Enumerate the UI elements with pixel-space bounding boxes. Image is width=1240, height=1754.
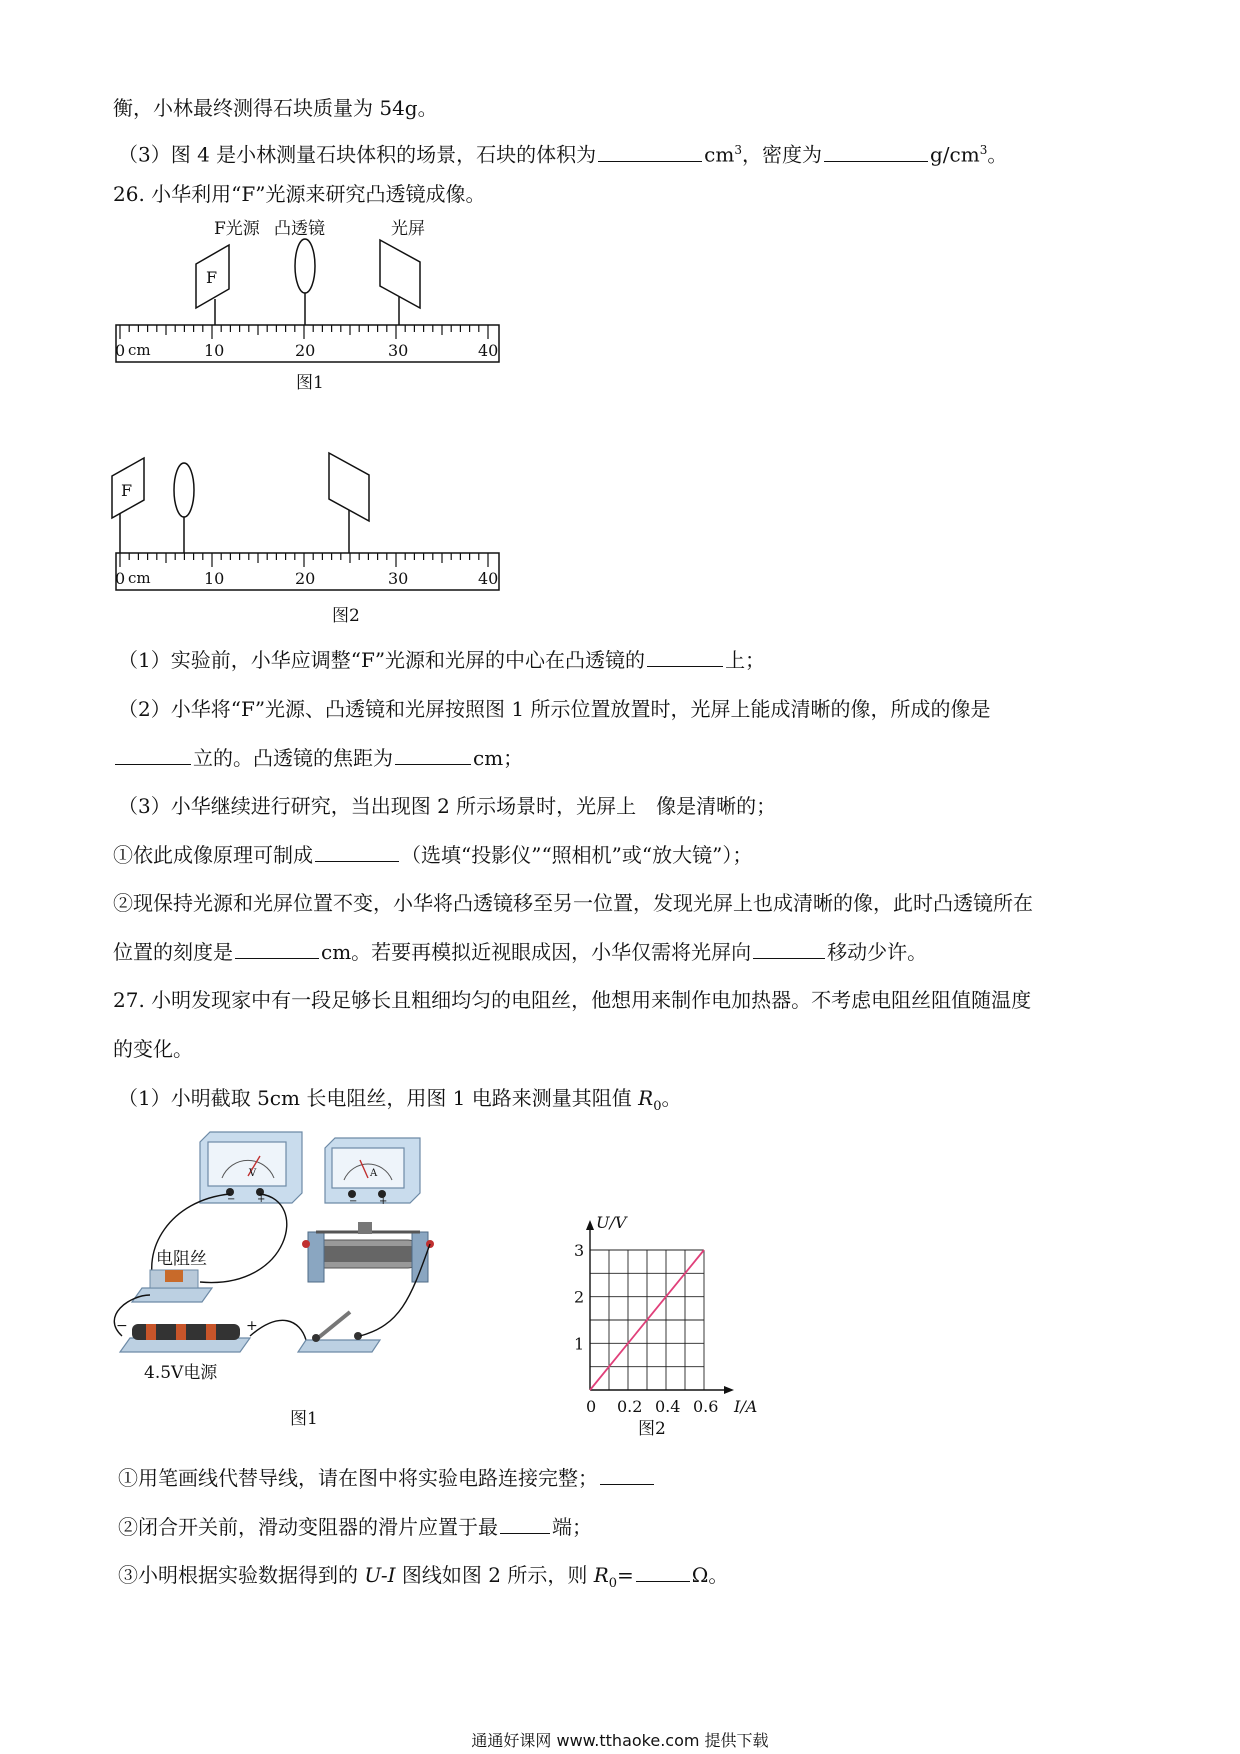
convex-lens [295, 239, 315, 293]
superscript: 3 [734, 143, 742, 157]
text-line [118, 1515, 592, 1539]
answer-blank[interactable] [115, 746, 191, 765]
y-axis-label: U/V [596, 1213, 627, 1232]
y-axis-arrow [586, 1220, 594, 1230]
resistance-wire [132, 1249, 212, 1302]
ammeter [325, 1138, 420, 1207]
voltmeter [200, 1132, 302, 1205]
rheostat [302, 1222, 434, 1282]
label-f-source: F光源 [214, 219, 260, 239]
text-frag: 图线如图 2 所示，则 [395, 1563, 594, 1587]
text-frag: ①依此成像原理可制成 [113, 843, 313, 867]
tick-label-0: 0 [115, 569, 126, 588]
tick-label-30: 30 [388, 341, 409, 360]
x-tick-label: 0.6 [693, 1397, 719, 1416]
text-frag: R [638, 1086, 654, 1110]
text-frag: （1）实验前，小华应调整“F”光源和光屏的中心在凸透镜的 [118, 648, 646, 672]
text-line [113, 746, 523, 770]
ammeter-letter: A [370, 1168, 378, 1179]
text-frag: 移动少许。 [827, 940, 928, 964]
text-frag: 的变化。 [113, 1037, 193, 1061]
y-tick-label: 1 [574, 1334, 585, 1354]
tick-label-40: 40 [478, 341, 499, 360]
answer-blank[interactable] [500, 1515, 550, 1534]
text-frag: 位置的刻度是 [113, 940, 233, 964]
text-frag: 上； [725, 648, 766, 672]
text-line [113, 891, 1033, 915]
wire [250, 1320, 306, 1340]
text-line [118, 794, 776, 818]
text-frag: cm。若要再模拟近视眼成因，小华仅需将光屏向 [321, 940, 752, 964]
text-frag: ②闭合开关前，滑动变阻器的滑片应置于最 [118, 1515, 498, 1539]
text-frag: R [593, 1563, 609, 1587]
minus-sign: − [116, 1318, 128, 1334]
x-tick-label: 0.4 [655, 1397, 681, 1416]
text-frag: ③小明根据实验数据得到的 [118, 1563, 365, 1587]
label-lens: 凸透镜 [274, 219, 325, 239]
label-screen: 光屏 [391, 219, 425, 239]
question-26-title [113, 182, 486, 206]
superscript: 3 [979, 143, 988, 157]
text-frag: U-I [364, 1563, 396, 1587]
text-line [118, 1466, 656, 1490]
text-frag: 端； [552, 1515, 592, 1539]
ui-graph [548, 1200, 758, 1430]
text-frag: Ω。 [691, 1563, 729, 1587]
text-line [118, 697, 991, 721]
answer-blank[interactable] [753, 940, 825, 959]
figure-caption: 图2 [332, 606, 360, 626]
text-frag: ，密度为 [741, 142, 822, 167]
text-frag: cm [704, 142, 735, 167]
answer-blank[interactable] [636, 1563, 690, 1582]
lens-diagram-2 [108, 445, 528, 625]
tick-label-40: 40 [478, 569, 499, 588]
minus-sign: − [349, 1196, 358, 1207]
power-label: 4.5V电源 [144, 1363, 218, 1383]
text-line [113, 843, 752, 867]
answer-blank[interactable] [598, 143, 702, 162]
circuit-diagram [110, 1130, 520, 1430]
f-letter: F [206, 268, 218, 287]
text-line [118, 1086, 681, 1119]
plus-sign: + [379, 1196, 388, 1207]
text-line [118, 648, 765, 672]
voltmeter-letter: V [249, 1168, 257, 1179]
text-frag: （2）小华将“F”光源、凸透镜和光屏按照图 1 所示位置放置时，光屏上能成清晰的像，所成的像是 [118, 697, 991, 721]
answer-blank[interactable] [647, 648, 723, 667]
text-frag: ①用笔画线代替导线，请在图中将实验电路连接完整； [118, 1466, 598, 1490]
figure-caption: 图1 [290, 1409, 318, 1429]
text-frag: 衡，小林最终测得石块质量为 54g。 [113, 96, 438, 120]
text-frag: 。 [661, 1086, 682, 1110]
text-frag: 26. 小华利用“F”光源来研究凸透镜成像。 [113, 182, 486, 206]
text-frag: 27. 小明发现家中有一段足够长且粗细均匀的电阻丝，他想用来制作电加热器。不考虑电阻丝阻值随温度 [113, 988, 1032, 1012]
x-tick-label: 0.2 [617, 1397, 643, 1416]
text-line [113, 1037, 193, 1061]
plus-sign: + [246, 1318, 258, 1334]
answer-blank[interactable] [315, 843, 399, 862]
x-axis-label: I/A [734, 1397, 758, 1416]
text-frag: g/cm [929, 142, 980, 167]
subscript: 0 [653, 1099, 662, 1114]
f-letter: F [121, 481, 133, 500]
answer-blank[interactable] [824, 143, 928, 162]
y-tick-label: 2 [574, 1287, 585, 1307]
plus-sign: + [257, 1194, 266, 1205]
text-line [118, 1563, 728, 1596]
lens-diagram-1 [108, 210, 528, 395]
tick-label-20: 20 [295, 341, 316, 360]
text-line [118, 138, 1007, 167]
x-axis-arrow [724, 1386, 734, 1394]
tick-label-30: 30 [388, 569, 409, 588]
battery [116, 1318, 258, 1383]
text-frag: ②现保持光源和光屏位置不变，小华将凸透镜移至另一位置，发现光屏上也成清晰的像，此时凸透镜所在 [113, 891, 1033, 915]
text-frag: 。 [987, 142, 1008, 167]
figure-caption: 图2 [638, 1419, 666, 1439]
tick-label-0: 0 [115, 341, 126, 360]
footer: 通通好课网 www.tthaoke.com 提供下载 [471, 1731, 769, 1750]
answer-blank[interactable] [600, 1466, 654, 1485]
minus-sign: − [227, 1194, 236, 1205]
wire [200, 1194, 287, 1283]
tick-label-20: 20 [295, 569, 316, 588]
light-screen [380, 240, 420, 308]
text-frag: = [617, 1563, 634, 1587]
text-line [113, 940, 927, 964]
text-frag: （3）图 4 是小林测量石块体积的场景，石块的体积为 [118, 142, 597, 167]
text-frag: （选填“投影仪”“照相机”或“放大镜”）； [401, 843, 753, 867]
text-frag: （1）小明截取 5cm 长电阻丝，用图 1 电路来测量其阻值 [118, 1086, 639, 1110]
x-tick-label: 0 [586, 1397, 597, 1416]
subscript: 0 [608, 1576, 618, 1591]
tick-label-10: 10 [204, 569, 225, 588]
text-line [113, 96, 438, 120]
answer-blank[interactable] [235, 940, 319, 959]
text-frag: 立的。凸透镜的焦距为 [193, 746, 393, 770]
unit-label: cm [128, 569, 151, 587]
unit-label: cm [128, 341, 151, 359]
switch [298, 1312, 380, 1352]
y-tick-label: 3 [574, 1241, 585, 1260]
figure-caption: 图1 [296, 373, 324, 393]
wire-label: 电阻丝 [156, 1249, 207, 1269]
text-frag: cm； [473, 746, 524, 770]
convex-lens [174, 463, 194, 517]
question-27-title [113, 988, 1031, 1012]
answer-blank[interactable] [395, 746, 471, 765]
text-frag: （3）小华继续进行研究，当出现图 2 所示场景时，光屏上 像是清晰的； [118, 794, 777, 818]
tick-label-10: 10 [204, 341, 225, 360]
